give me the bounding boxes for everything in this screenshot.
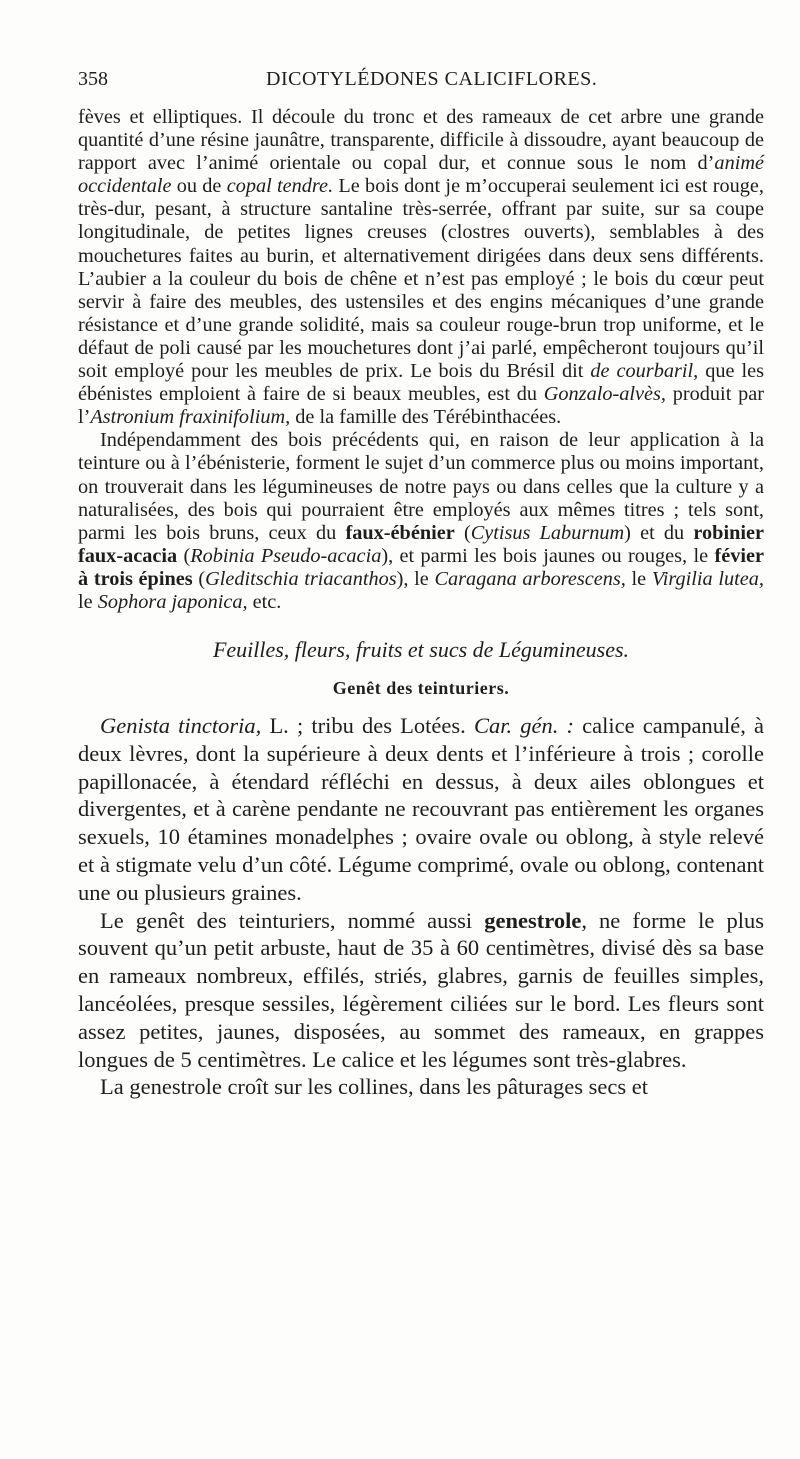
- paragraph-genista-description: Genista tinctoria, L. ; tribu des Lotées. Car. gén. : calice campanulé, à deux lèvres, dont la supérieure à deux dents et l’inférieure à trois ; corolle papillonacée, à étendard réfléchi en dessus, à deux ailes oblongues et divergentes, et à carène pendante ne recouvrant pas entièrement les organes sexuels, 10 étamines monadelphes ; ovaire ovale ou oblong, à style relevé et à stigmate velu d’un côté. Légume comprimé, ovale ou oblong, contenant une ou plusieurs graines.: [78, 713, 764, 905]
- page-header: [78, 68, 768, 98]
- paragraph-other-woods: Indépendamment des bois précédents qui, en raison de leur application à la teinture ou à l’ébénisterie, forment le sujet d’un commerce plus ou moins important, on trouverait dans les légumineuses de notre pays ou dans celles que la culture y a naturalisées, des bois qui pourraient être employés aux mêmes titres ; tels sont, parmi les bois bruns, ceux du faux-ébénier (Cytisus Laburnum) et du robinier faux-acacia (Robinia Pseudo-acacia), et parmi les bois jaunes ou rouges, le févier à trois épines (Gleditschia triacanthos), le Caragana arborescens, le Virgilia lutea, le Sophora japonica, etc.: [78, 429, 765, 613]
- paragraph-habitat: La genestrole croît sur les collines, dans les pâturages secs et: [100, 1074, 648, 1100]
- running-title: DICOTYLÉDONES CALICIFLORES.: [266, 68, 598, 90]
- section-heading: Feuilles, fleurs, fruits et sucs de Légumineuses.: [212, 637, 630, 663]
- page-body: [78, 106, 764, 1101]
- genet-section: [78, 712, 764, 1101]
- paragraph-genestrole: Le genêt des teinturiers, nommé aussi genestrole, ne forme le plus souvent qu’un petit arbuste, haut de 35 à 60 centimètres, divisé dès sa base en rameaux nombreux, effilés, striés, glabres, garnis de feuilles simples, lancéolées, presque sessiles, légèrement ciliées sur le bord. Les fleurs sont assez petites, jaunes, disposées, au sommet des rameaux, en grappes longues de 5 centimètres. Le calice et les légumes sont très-glabres.: [78, 907, 764, 1072]
- page-number: 358: [78, 68, 108, 90]
- subsection-heading: Genêt des teinturiers.: [332, 678, 510, 699]
- paragraph-courbaril: fèves et elliptiques. Il découle du tronc et des rameaux de cet arbre une grande quantité d’une résine jaunâtre, transparente, difficile à dissoudre, ayant beaucoup de rapport avec l’animé orientale ou copal dur, et connue sous le nom d’animé occidentale ou de copal tendre. Le bois dont je m’occuperai seulement ici est rouge, très-dur, pesant, à structure santaline très-serrée, offrant par suite, sur sa coupe longitudinale, de petites lignes creuses (clostres ouverts), semblables à des mouchetures faites au burin, et alternativement dirigées dans deux sens différents. L’aubier a la couleur du bois de chêne et n’est pas employé ; le bois du cœur peut servir à faire des meubles, des ustensiles et des engins mécaniques d’une grande résistance et d’une grande solidité, mais sa couleur rouge-brun trop uniforme, et le défaut de poli causé par les mouchetures dont j’ai parlé, empêcheront toujours qu’il soit employé pour les meubles de prix. Le bois du Brésil dit de courbaril, que les ébénistes emploient à faire de si beaux meubles, est du Gonzalo-alvès, produit par l’Astronium fraxinifolium, de la famille des Térébinthacées.: [78, 106, 764, 429]
